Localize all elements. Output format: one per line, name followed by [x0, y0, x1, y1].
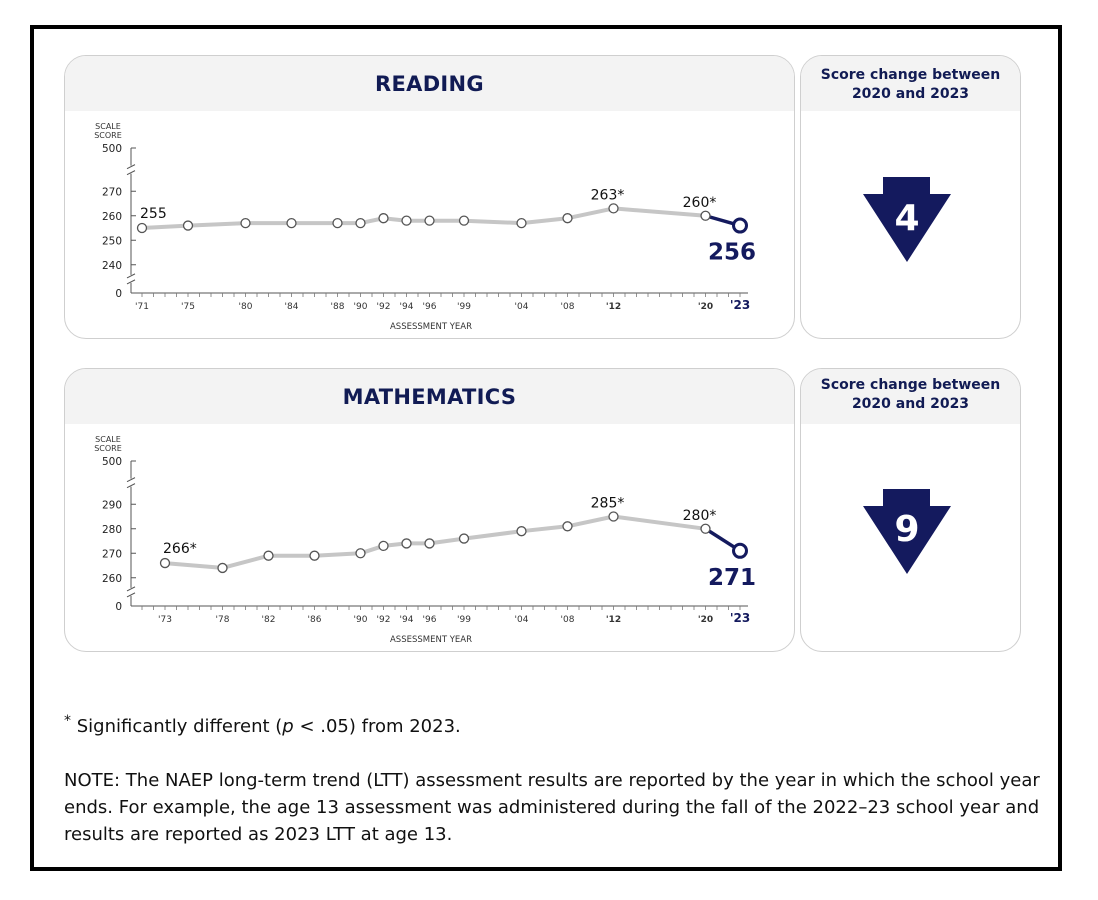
x-tick-label: '78 — [215, 615, 230, 625]
change-title-line1: Score change between — [820, 377, 1001, 393]
y-tick-label: 500 — [101, 143, 122, 155]
x-tick-label: '23 — [729, 298, 751, 312]
y-axis-label: SCALE — [95, 122, 121, 131]
y-tick-label: 270 — [101, 186, 122, 199]
data-point — [460, 534, 469, 543]
data-point — [138, 224, 147, 233]
note-paragraph: NOTE: The NAEP long-term trend (LTT) assessment results are reported by the year in which the school year ends. For example, the age 13 assessment was administered during the fall of the 2022–23 school year and results are reported as 2023 LTT at age 13. — [64, 770, 1040, 845]
x-tick-label: '12 — [605, 615, 622, 625]
data-point — [379, 541, 388, 550]
data-label: 285* — [590, 495, 625, 512]
y-tick-label: 260 — [101, 572, 122, 585]
data-point — [701, 211, 710, 220]
data-label: 266* — [163, 541, 197, 558]
x-tick-label: '94 — [399, 615, 414, 625]
x-tick-label: '80 — [238, 302, 253, 312]
y-tick-label: 500 — [101, 456, 122, 468]
y-tick-label: 0 — [115, 601, 122, 613]
change-title-line2: 2020 and 2023 — [851, 396, 970, 412]
x-tick-label: '90 — [353, 615, 368, 625]
x-tick-label: '96 — [422, 615, 437, 625]
footnote-p: p — [282, 716, 294, 737]
y-tick-label: 240 — [101, 259, 122, 272]
y-tick-label: 260 — [101, 210, 122, 223]
data-label-2023: 256 — [707, 239, 757, 266]
data-point — [356, 219, 365, 228]
x-tick-label: '20 — [697, 302, 714, 312]
down-arrow-icon — [801, 56, 1020, 338]
data-point — [333, 219, 342, 228]
data-label: 280* — [682, 507, 717, 524]
axis-break-mark — [127, 165, 135, 175]
data-point — [734, 544, 747, 557]
trend-line — [165, 517, 706, 568]
significance-footnote — [64, 713, 461, 737]
change-title-line2: 2020 and 2023 — [851, 86, 970, 102]
data-label: 260* — [682, 194, 717, 211]
x-tick-label: '86 — [307, 615, 322, 625]
reading-title: READING — [375, 72, 484, 96]
down-arrow-icon — [801, 369, 1020, 651]
math-score-change-panel — [800, 368, 1021, 652]
data-point — [517, 527, 526, 536]
x-tick-label: '92 — [376, 302, 391, 312]
x-tick-label: '82 — [261, 615, 276, 625]
y-tick-label: 280 — [101, 523, 122, 536]
footnote-star: * — [64, 713, 71, 729]
data-point — [161, 559, 170, 568]
data-point — [402, 216, 411, 225]
data-point — [310, 551, 319, 560]
data-point — [425, 539, 434, 548]
math-line-chart — [65, 369, 794, 651]
data-point — [734, 219, 747, 232]
change-title-line1: Score change between — [820, 67, 1001, 83]
data-label: 255 — [140, 206, 167, 222]
x-tick-label: '12 — [605, 302, 622, 312]
footnote-text-b: < .05) from 2023. — [293, 716, 461, 737]
y-tick-label: 0 — [115, 288, 122, 300]
data-point — [287, 219, 296, 228]
data-point — [264, 551, 273, 560]
data-point — [356, 549, 365, 558]
x-tick-label: '04 — [514, 615, 529, 625]
y-axis-label: SCORE — [94, 444, 122, 453]
reading-chart-panel — [64, 55, 795, 339]
x-tick-label: '84 — [284, 302, 299, 312]
x-tick-label: '20 — [697, 615, 714, 625]
x-tick-label: '04 — [514, 302, 529, 312]
axis-break-mark — [127, 478, 135, 488]
data-point — [402, 539, 411, 548]
reading-line-chart — [65, 56, 794, 338]
x-tick-label: '23 — [729, 611, 751, 625]
math-score-change-value: 9 — [894, 509, 920, 550]
x-tick-label: '99 — [457, 615, 471, 625]
reading-score-change-value: 4 — [894, 198, 920, 239]
x-tick-label: '92 — [376, 615, 391, 625]
x-tick-label: '90 — [353, 302, 368, 312]
x-tick-label: '75 — [181, 302, 195, 312]
data-point — [609, 204, 618, 213]
trend-line — [142, 208, 706, 228]
x-tick-label: '88 — [330, 302, 345, 312]
data-label: 263* — [590, 187, 625, 204]
data-point — [563, 214, 572, 223]
axis-break-mark — [127, 587, 135, 597]
math-title: MATHEMATICS — [342, 385, 517, 409]
x-tick-label: '08 — [560, 615, 575, 625]
y-tick-label: 250 — [101, 235, 122, 248]
data-point — [184, 221, 193, 230]
y-axis-label: SCORE — [94, 131, 122, 140]
x-tick-label: '94 — [399, 302, 414, 312]
data-point — [609, 512, 618, 521]
data-point — [517, 219, 526, 228]
reading-score-change-panel — [800, 55, 1021, 339]
x-tick-label: '71 — [135, 302, 149, 312]
y-tick-label: 290 — [101, 499, 122, 512]
data-point — [460, 216, 469, 225]
footnote-text-a: Significantly different ( — [71, 716, 283, 737]
data-point — [425, 216, 434, 225]
data-point — [218, 563, 227, 572]
y-tick-label: 270 — [101, 548, 122, 561]
data-label-2023: 271 — [707, 564, 757, 591]
x-axis-label: ASSESSMENT YEAR — [389, 322, 473, 332]
x-tick-label: '99 — [457, 302, 471, 312]
x-axis-label: ASSESSMENT YEAR — [389, 635, 473, 645]
data-point — [563, 522, 572, 531]
data-point — [379, 214, 388, 223]
x-tick-label: '08 — [560, 302, 575, 312]
data-point — [701, 524, 710, 533]
x-tick-label: '96 — [422, 302, 437, 312]
data-point — [241, 219, 250, 228]
math-chart-panel — [64, 368, 795, 652]
y-axis-label: SCALE — [95, 435, 121, 444]
x-tick-label: '73 — [158, 615, 172, 625]
axis-break-mark — [127, 274, 135, 284]
